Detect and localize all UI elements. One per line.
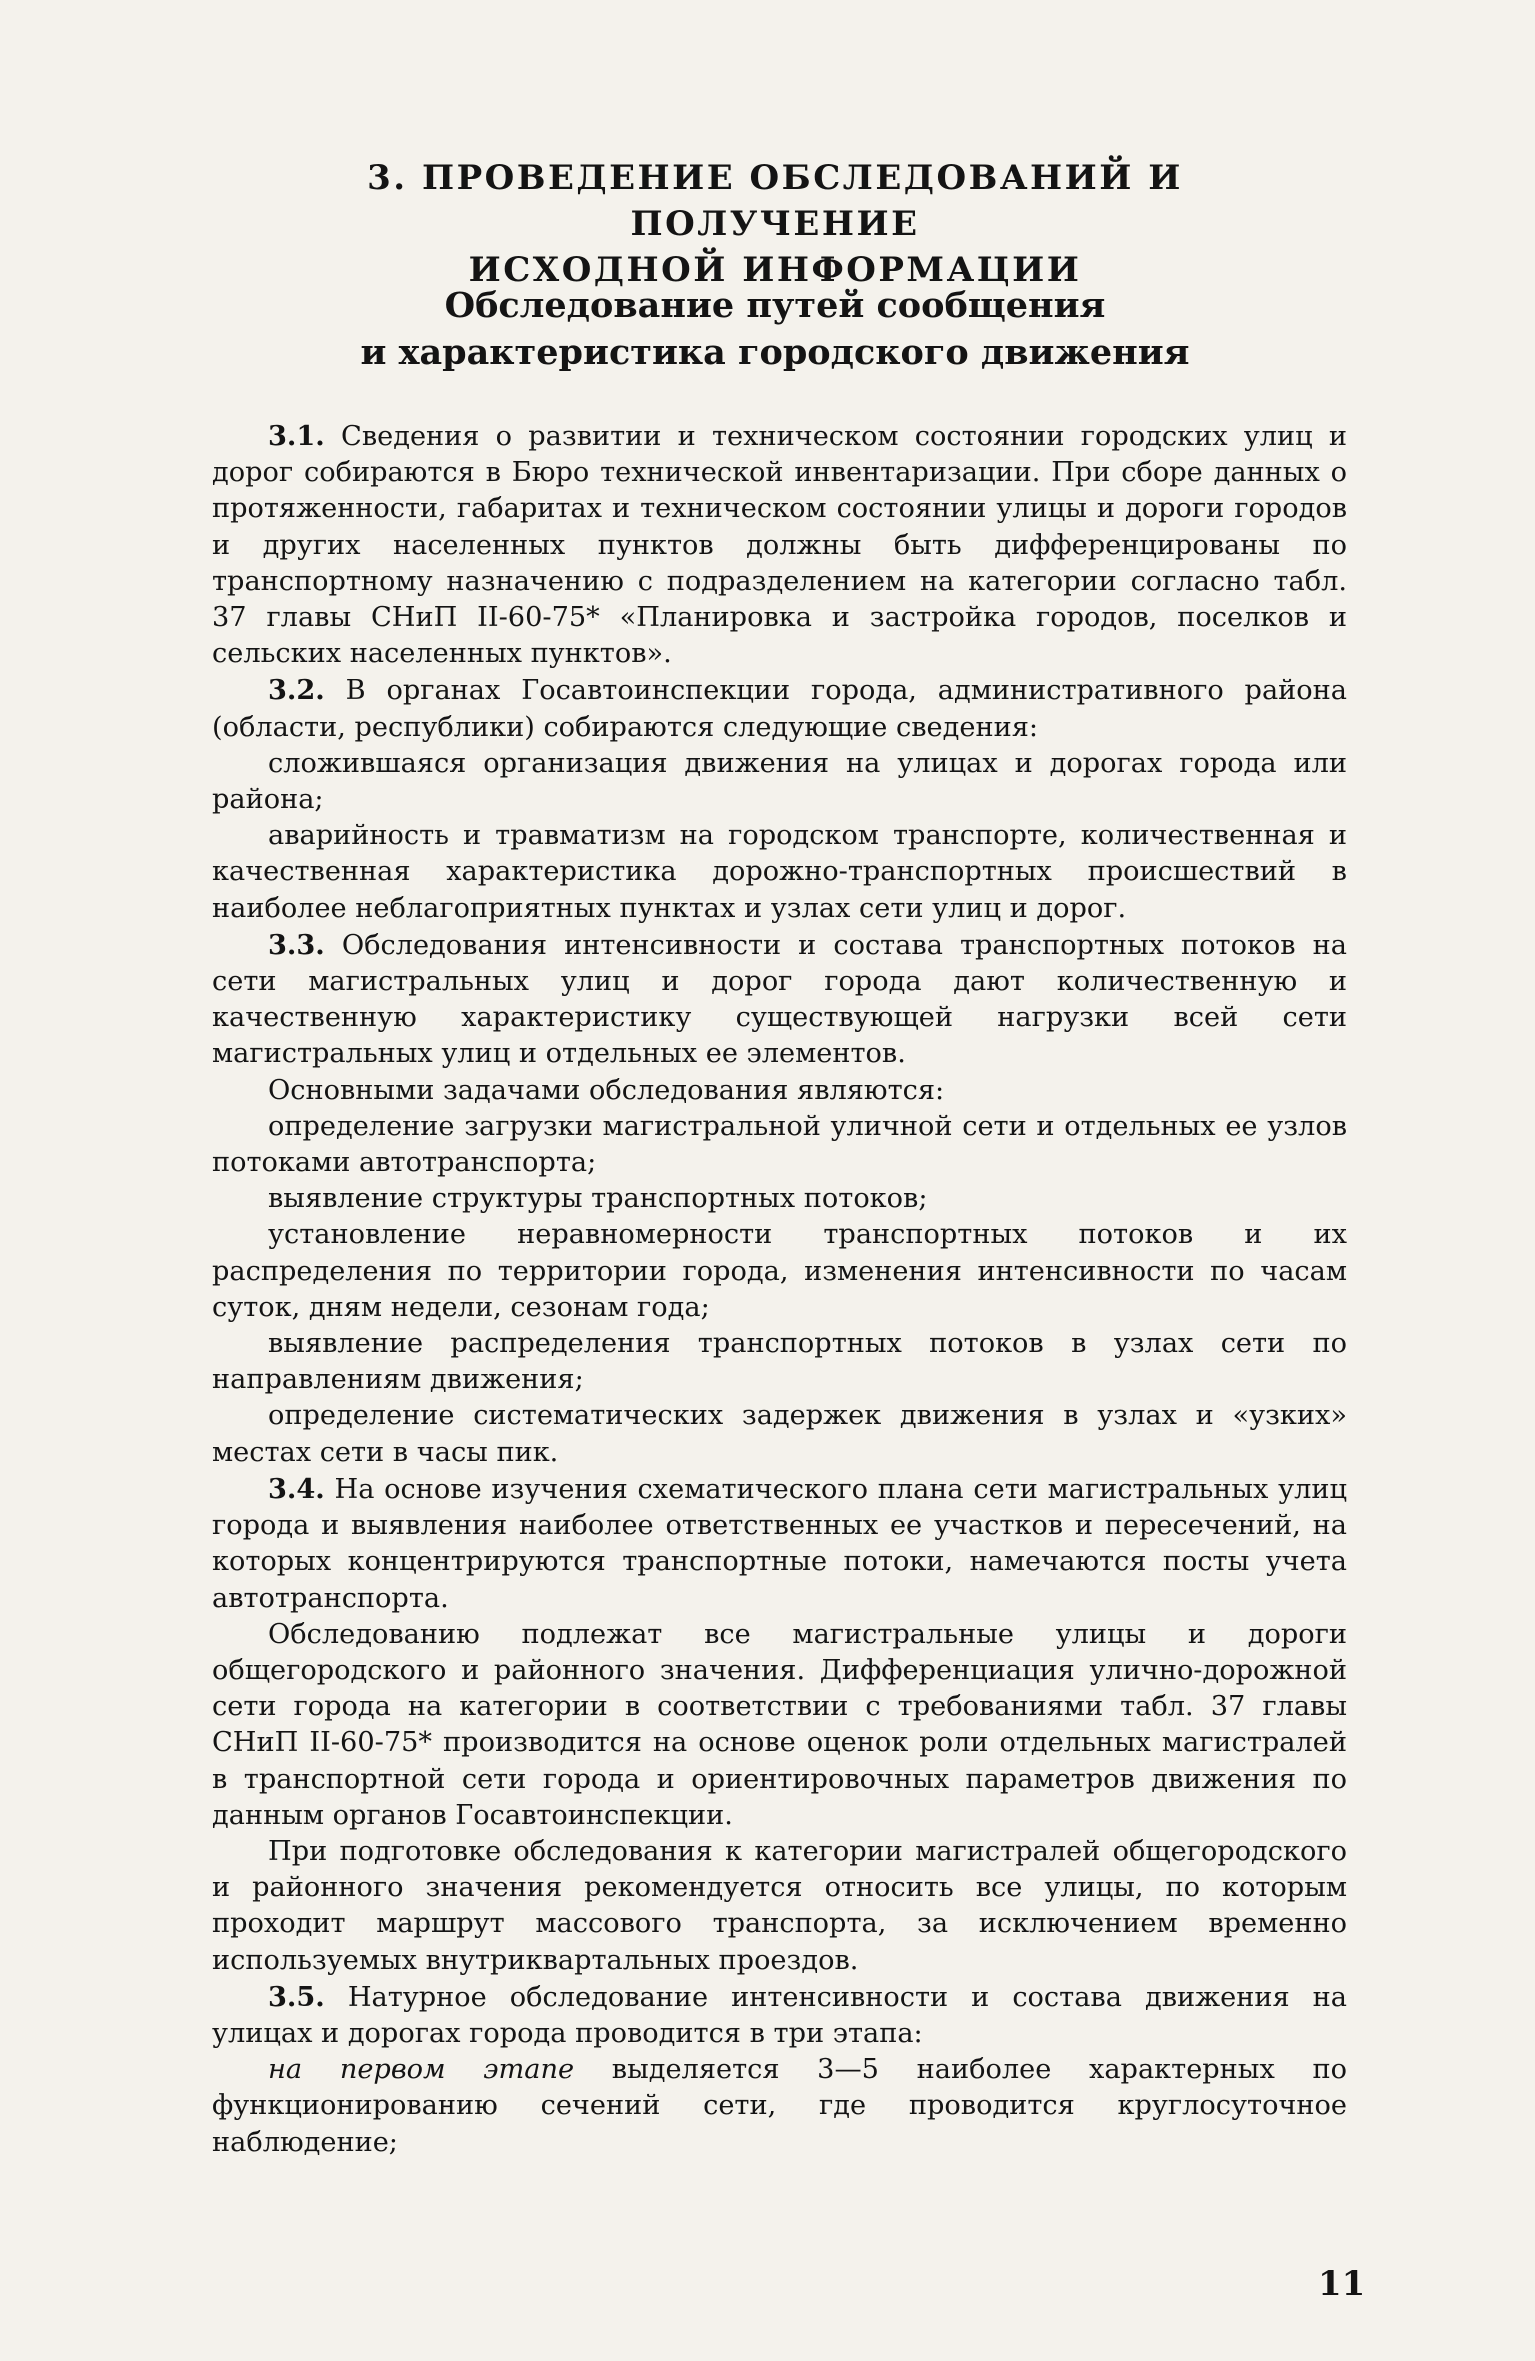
paragraph-3-4 — [212, 1471, 1347, 1617]
page-number: 11 — [1318, 2264, 1366, 2304]
list-item: установление неравномерности транспортных потоков и их распределения по территории города, изменения интенсивности по часам суток, дням недели, сезонам года; — [212, 1219, 1347, 1323]
list-item: выявление структуры транспортных потоков; — [268, 1183, 928, 1215]
paragraph-3-2 — [212, 672, 1347, 745]
paragraph-number: 3.5. — [268, 1980, 325, 2013]
list-item: определение загрузки магистральной уличной сети и отдельных ее узлов потоками автотранспорта; — [212, 1110, 1347, 1179]
paragraph-3-5 — [212, 1979, 1347, 2052]
list-item: выявление распределения транспортных потоков в узлах сети по направлениям движения; — [212, 1328, 1347, 1396]
section-title-line-2: и характеристика городского движения — [360, 332, 1190, 373]
paragraph-text: В органах Госавтоинспекции города, административного района (области, республики) собираются следующие сведения: — [212, 675, 1347, 743]
list-item: определение систематических задержек движения в узлах и «узких» местах сети в часы пик. — [212, 1400, 1347, 1468]
chapter-title — [250, 155, 1300, 293]
stage-text: выделяется 3—5 наиболее характерных по функционированию сечений сети, где проводится круглосуточное наблюдение; — [212, 2054, 1347, 2158]
chapter-title-line-2: ИСХОДНОЙ ИНФОРМАЦИИ — [468, 250, 1082, 290]
paragraph: Обследованию подлежат все магистральные улицы и дороги общегородского и районного значения. Дифференциация улично-дорожной сети города на категории в соответствии с требованиями табл. 37 главы СНиП II-60-75* производится на основе оценок роли отдельных магистралей в транспортной сети города и ориентировочных параметров движения по данным органов Госавтоинспекции. — [212, 1618, 1347, 1831]
stage-item — [212, 2052, 1347, 2161]
paragraph: При подготовке обследования к категории магистралей общегородского и районного значения рекомендуется относить все улицы, по которым проходит маршрут массового транспорта, за исключением временно используемых внутриквартальных проездов. — [212, 1835, 1347, 1976]
paragraph-text: Сведения о развитии и техническом состоянии городских улиц и дорог собираются в Бюро технической инвентаризации. При сборе данных о протяженности, габаритах и техническом состоянии улицы и дороги городов и других населенных пунктов должны быть дифференцированы по транспортному назначению с подразделением на категории согласно табл. 37 главы СНиП II-60-75* «Планировка и застройка городов, поселков и сельских населенных пунктов». — [212, 421, 1347, 670]
paragraph-number: 3.2. — [268, 674, 325, 707]
section-title-line-1: Обследование путей сообщения — [444, 285, 1106, 326]
body-text — [212, 418, 1347, 2161]
paragraph-number: 3.1. — [268, 420, 325, 452]
stage-lead: на первом этапе — [268, 2054, 575, 2086]
paragraph-text: На основе изучения схематического плана сети магистральных улиц города и выявления наиболее ответственных ее участков и пересечений, на которых концентрируются транспортные потоки, намечаются посты учета автотранспорта. — [212, 1473, 1347, 1614]
paragraph-number: 3.3. — [268, 928, 325, 961]
tasks-intro: Основными задачами обследования являются: — [268, 1074, 945, 1106]
chapter-title-line-1: 3. ПРОВЕДЕНИЕ ОБСЛЕДОВАНИЙ И ПОЛУЧЕНИЕ — [367, 158, 1183, 244]
list-item: аварийность и травматизм на городском транспорте, количественная и качественная характеристика дорожно-транспортных происшествий в наиболее неблагоприятных пунктах и узлах сети улиц и дорог. — [212, 820, 1347, 924]
list-item: сложившаяся организация движения на улицах и дорогах города или района; — [212, 747, 1347, 816]
paragraph-number: 3.4. — [268, 1472, 325, 1505]
paragraph-text: Обследования интенсивности и состава транспортных потоков на сети магистральных улиц и дорог города дают количественную и качественную характеристику существующей нагрузки всей сети магистральных улиц и отдельных ее элементов. — [212, 929, 1347, 1070]
section-title — [250, 282, 1300, 376]
paragraph-3-3 — [212, 927, 1347, 1073]
paragraph-3-1 — [212, 418, 1347, 672]
paragraph-text: Натурное обследование интенсивности и состава движения на улицах и дорогах города проводится в три этапа: — [212, 1981, 1347, 2049]
